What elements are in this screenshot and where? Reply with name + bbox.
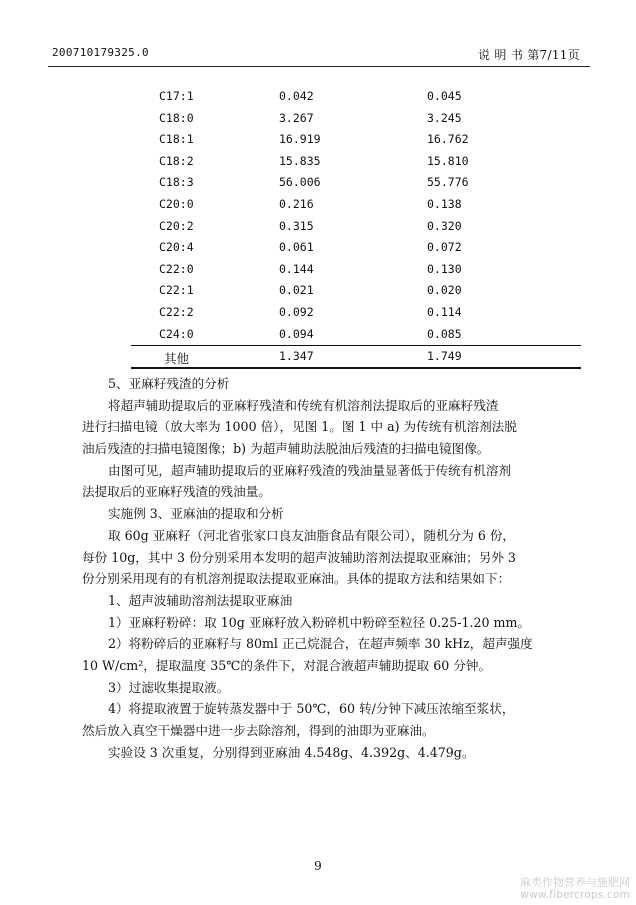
table-cell: 16.762 <box>427 132 469 147</box>
table-cell: 0.315 <box>279 218 314 233</box>
table-row <box>131 194 581 216</box>
watermark-url: www.fibercrops.com <box>520 889 630 901</box>
table-cell: C20:2 <box>159 218 194 233</box>
table-cell: 0.042 <box>279 89 314 103</box>
page-number: 9 <box>314 859 322 873</box>
table-cell: 1.749 <box>427 349 462 364</box>
paragraph-line: 油后残渣的扫描电镜图像；b) 为超声辅助法脱油后残渣的扫描电镜图像。 <box>82 441 490 457</box>
table-cell: 15.835 <box>279 153 321 168</box>
table-cell: C22:0 <box>159 261 194 276</box>
paragraph-line: 1）亚麻籽粉碎：取 10g 亚麻籽放入粉碎机中粉碎至粒径 0.25-1.20 mm。 <box>108 614 530 630</box>
table-row <box>131 280 581 302</box>
paragraph-line: 每份 10g，其中 3 份分别采用本发明的超声波辅助溶剂法提取亚麻油；另外 3 <box>82 549 516 565</box>
table-cell: C24:0 <box>159 326 194 341</box>
section-heading: 5、亚麻籽残渣的分析 <box>108 376 230 391</box>
paragraph-line: 将超声辅助提取后的亚麻籽残渣和传统有机溶剂法提取后的亚麻籽残渣 <box>108 397 499 413</box>
table-row-other <box>131 345 581 369</box>
table-cell: 0.072 <box>427 240 462 255</box>
page-label: 说 明 书 第7/11页 <box>478 48 580 62</box>
table-cell: 0.094 <box>279 326 314 341</box>
table-row <box>131 259 581 281</box>
table-cell: 3.245 <box>427 110 462 125</box>
paragraph-line: 由图可见，超声辅助提取后的亚麻籽残渣的残油量显著低于传统有机溶剂 <box>108 462 511 478</box>
table-cell: 1.347 <box>279 349 314 364</box>
table-cell: 0.021 <box>279 283 314 298</box>
table-cell: 0.130 <box>427 261 462 276</box>
table-cell: C20:4 <box>159 240 194 255</box>
table-row <box>131 108 581 130</box>
body-text <box>82 373 582 763</box>
paragraph-line: 2）将粉碎后的亚麻籽与 80ml 正己烷混合，在超声频率 30 kHz，超声强度 <box>108 636 533 652</box>
table-cell: 0.045 <box>427 89 462 103</box>
table-cell: 55.776 <box>427 175 469 190</box>
table-row <box>131 302 581 324</box>
table-cell: C17:1 <box>159 89 194 103</box>
table-cell: C22:2 <box>159 304 194 319</box>
table-row <box>131 86 581 108</box>
table-cell: C18:1 <box>159 132 194 147</box>
paragraph-line: 实验设 3 次重复，分别得到亚麻油 4.548g、4.392g、4.479g。 <box>108 744 475 760</box>
table-row <box>131 129 581 151</box>
table-cell: 16.919 <box>279 132 321 147</box>
table-cell: 0.085 <box>427 326 462 341</box>
header-divider <box>48 66 590 67</box>
table-cell: C18:0 <box>159 110 194 125</box>
watermark-title: 麻类作物营养与施肥网 <box>520 876 630 889</box>
table-cell: C20:0 <box>159 196 194 211</box>
table-row <box>131 237 581 259</box>
paragraph-line: 3）过滤收集提取液。 <box>108 679 230 695</box>
table-row <box>131 216 581 238</box>
paragraph-line: 取 60g 亚麻籽（河北省张家口良友油脂食品有限公司），随机分为 6 份， <box>108 527 516 543</box>
paragraph-line: 10 W/cm²，提取温度 35℃的条件下，对混合液超声辅助提取 60 分钟。 <box>82 657 492 673</box>
table-cell: 15.810 <box>427 153 469 168</box>
table-cell: 0.114 <box>427 304 462 319</box>
section-heading: 实施例 3、亚麻油的提取和分析 <box>108 506 284 522</box>
paragraph-line: 法提取后的亚麻籽残渣的残油量。 <box>82 484 271 500</box>
table-cell: 0.020 <box>427 283 462 298</box>
table-row <box>131 324 581 346</box>
watermark <box>520 876 630 902</box>
document-id: 200710179325.0 <box>52 46 149 59</box>
table-cell: C18:2 <box>159 153 194 168</box>
table-row <box>131 151 581 173</box>
table-cell: 0.144 <box>279 261 314 276</box>
table-cell: 0.092 <box>279 304 314 319</box>
section-heading: 1、超声波辅助溶剂法提取亚麻油 <box>108 592 293 608</box>
paragraph-line: 然后放入真空干燥器中进一步去除溶剂，得到的油即为亚麻油。 <box>82 723 435 738</box>
fatty-acid-table <box>131 86 581 369</box>
table-cell: 0.320 <box>427 218 462 233</box>
table-cell: 0.061 <box>279 240 314 255</box>
paragraph-line: 份分别采用现有的有机溶剂提取法提取亚麻油。具体的提取方法和结果如下： <box>82 571 511 587</box>
paragraph-line: 4）将提取液置于旋转蒸发器中于 50℃，60 转/分钟下减压浓缩至浆状， <box>108 701 515 717</box>
table-cell: C22:1 <box>159 283 194 298</box>
table-cell: 0.138 <box>427 196 462 211</box>
table-row <box>131 172 581 194</box>
paragraph-line: 进行扫描电镜（放大率为 1000 倍），见图 1。图 1 中 a) 为传统有机溶剂法脱 <box>82 419 517 435</box>
table-cell: 0.216 <box>279 196 314 211</box>
table-cell: 3.267 <box>279 110 314 125</box>
table-cell: 其他 <box>164 351 190 367</box>
table-cell: C18:3 <box>159 175 194 190</box>
table-cell: 56.006 <box>279 175 321 190</box>
